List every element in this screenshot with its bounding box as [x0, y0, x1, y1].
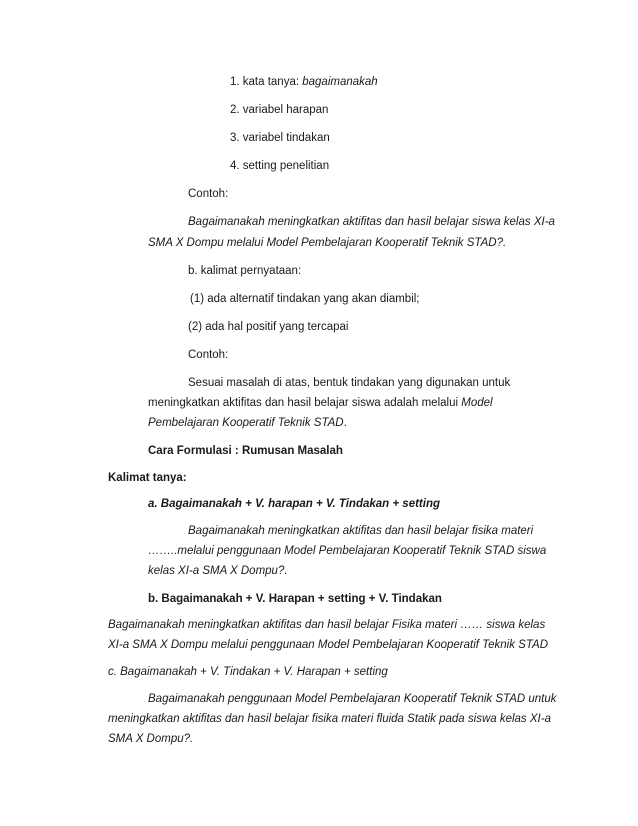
list-item-1-italic: bagaimanakah [302, 76, 378, 88]
pola-b-line-2: XI-a SMA X Dompu melalui penggunaan Model Pembelajaran Kooperatif Teknik STAD [108, 639, 549, 651]
pola-a-heading: a. Bagaimanakah + V. harapan + V. Tindakan + setting [148, 498, 440, 510]
pola-c-heading: c. Bagaimanakah + V. Tindakan + V. Harapan + setting [108, 666, 388, 678]
contoh-label-1: Contoh: [188, 188, 229, 200]
pola-c-line-1: Bagaimanakah penggunaan Model Pembelajaran Kooperatif Teknik STAD untuk [148, 693, 557, 705]
contoh-2-line-3 [148, 416, 347, 430]
list-item-2: 2. variabel harapan [230, 104, 329, 116]
contoh-2-line-2-italic: Model [461, 397, 493, 409]
contoh-2-line-2 [148, 396, 493, 410]
contoh-2-line-2-text: meningkatkan aktifitas dan hasil belajar siswa adalah melalui [148, 397, 462, 409]
pola-b-heading: b. Bagaimanakah + V. Harapan + setting + V. Tindakan [148, 593, 442, 605]
pola-c-line-3: SMA X Dompu?. [108, 733, 194, 745]
pola-a-line-1: Bagaimanakah meningkatkan aktifitas dan hasil belajar fisika materi [188, 525, 534, 537]
pernyataan-heading: b. kalimat pernyataan: [188, 265, 302, 277]
pola-c-line-2: meningkatkan aktifitas dan hasil belajar fisika materi fluida Statik pada siswa kelas XI-a [108, 713, 551, 725]
list-item-3: 3. variabel tindakan [230, 132, 330, 144]
kalimat-tanya-heading: Kalimat tanya: [108, 472, 187, 484]
list-item-1 [230, 75, 378, 89]
contoh-label-2: Contoh: [188, 349, 229, 361]
pola-b-line-1: Bagaimanakah meningkatkan aktifitas dan hasil belajar Fisika materi …… siswa kelas [108, 619, 546, 631]
pola-a-line-3: kelas XI-a SMA X Dompu?. [148, 565, 288, 577]
formulasi-heading: Cara Formulasi : Rumusan Masalah [148, 445, 343, 457]
contoh-2-line-3-suffix: . [343, 417, 347, 429]
pola-a-line-2: ……..melalui penggunaan Model Pembelajaran Kooperatif Teknik STAD siswa [148, 545, 547, 557]
contoh-1-line-1: Bagaimanakah meningkatkan aktifitas dan hasil belajar siswa kelas XI-a [188, 216, 555, 228]
list-item-1-text: 1. kata tanya: [230, 76, 303, 88]
list-item-4: 4. setting penelitian [230, 160, 330, 172]
contoh-1-line-2: SMA X Dompu melalui Model Pembelajaran Kooperatif Teknik STAD?. [148, 237, 507, 249]
contoh-2-line-3-italic: Pembelajaran Kooperatif Teknik STAD [148, 417, 344, 429]
pernyataan-item-1: (1) ada alternatif tindakan yang akan diambil; [190, 293, 420, 305]
contoh-2-line-1: Sesuai masalah di atas, bentuk tindakan yang digunakan untuk [188, 377, 511, 389]
pernyataan-item-2: (2) ada hal positif yang tercapai [188, 321, 349, 333]
